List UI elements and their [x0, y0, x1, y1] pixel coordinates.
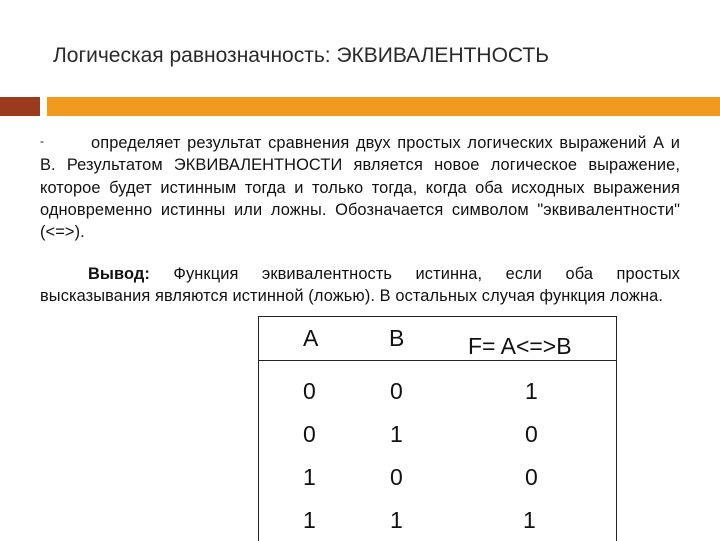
conclusion-label: Вывод: — [88, 265, 150, 283]
cell-r1-a: 0 — [303, 378, 316, 404]
cell-r2-a: 0 — [303, 421, 316, 447]
cell-r4-f: 1 — [523, 507, 536, 533]
cell-r1-f: 1 — [525, 378, 538, 404]
cell-r4-a: 1 — [303, 507, 316, 533]
header-b: B — [389, 325, 405, 351]
cell-r3-a: 1 — [303, 464, 316, 490]
header-a: A — [303, 325, 319, 351]
dash-marker: - — [40, 134, 45, 148]
definition-text: определяет результат сравнения двух простых логических выражений А и В. Результатом ЭКВИВАЛЕНТНОСТИ является новое логическое выражение, которое будет истинным тогда и только тогда, когда оба исходных выражения одновременно истинны или ложны. Обозначается символом "эквивалентности" (<=>). — [40, 134, 680, 242]
cell-r4-b: 1 — [390, 507, 403, 533]
cell-r2-b: 1 — [390, 421, 403, 447]
cell-r2-f: 0 — [525, 421, 538, 447]
definition-paragraph — [40, 132, 680, 243]
header-divider — [259, 360, 616, 361]
cell-r3-b: 0 — [390, 464, 403, 490]
conclusion-text: Функция эквивалентность истинна, если оба простых высказывания являются истинной (ложью). В остальных случая функция ложна. — [40, 265, 680, 306]
conclusion-paragraph — [40, 263, 680, 308]
accent-bar-dark — [0, 97, 40, 116]
truth-table — [258, 316, 617, 541]
cell-r1-b: 0 — [390, 378, 403, 404]
slide-title: Логическая равнозначность: ЭКВИВАЛЕНТНОСТЬ — [53, 44, 550, 67]
cell-r3-f: 0 — [525, 464, 538, 490]
header-f: F= A<=>B — [468, 333, 572, 359]
accent-bar-orange — [47, 97, 720, 116]
